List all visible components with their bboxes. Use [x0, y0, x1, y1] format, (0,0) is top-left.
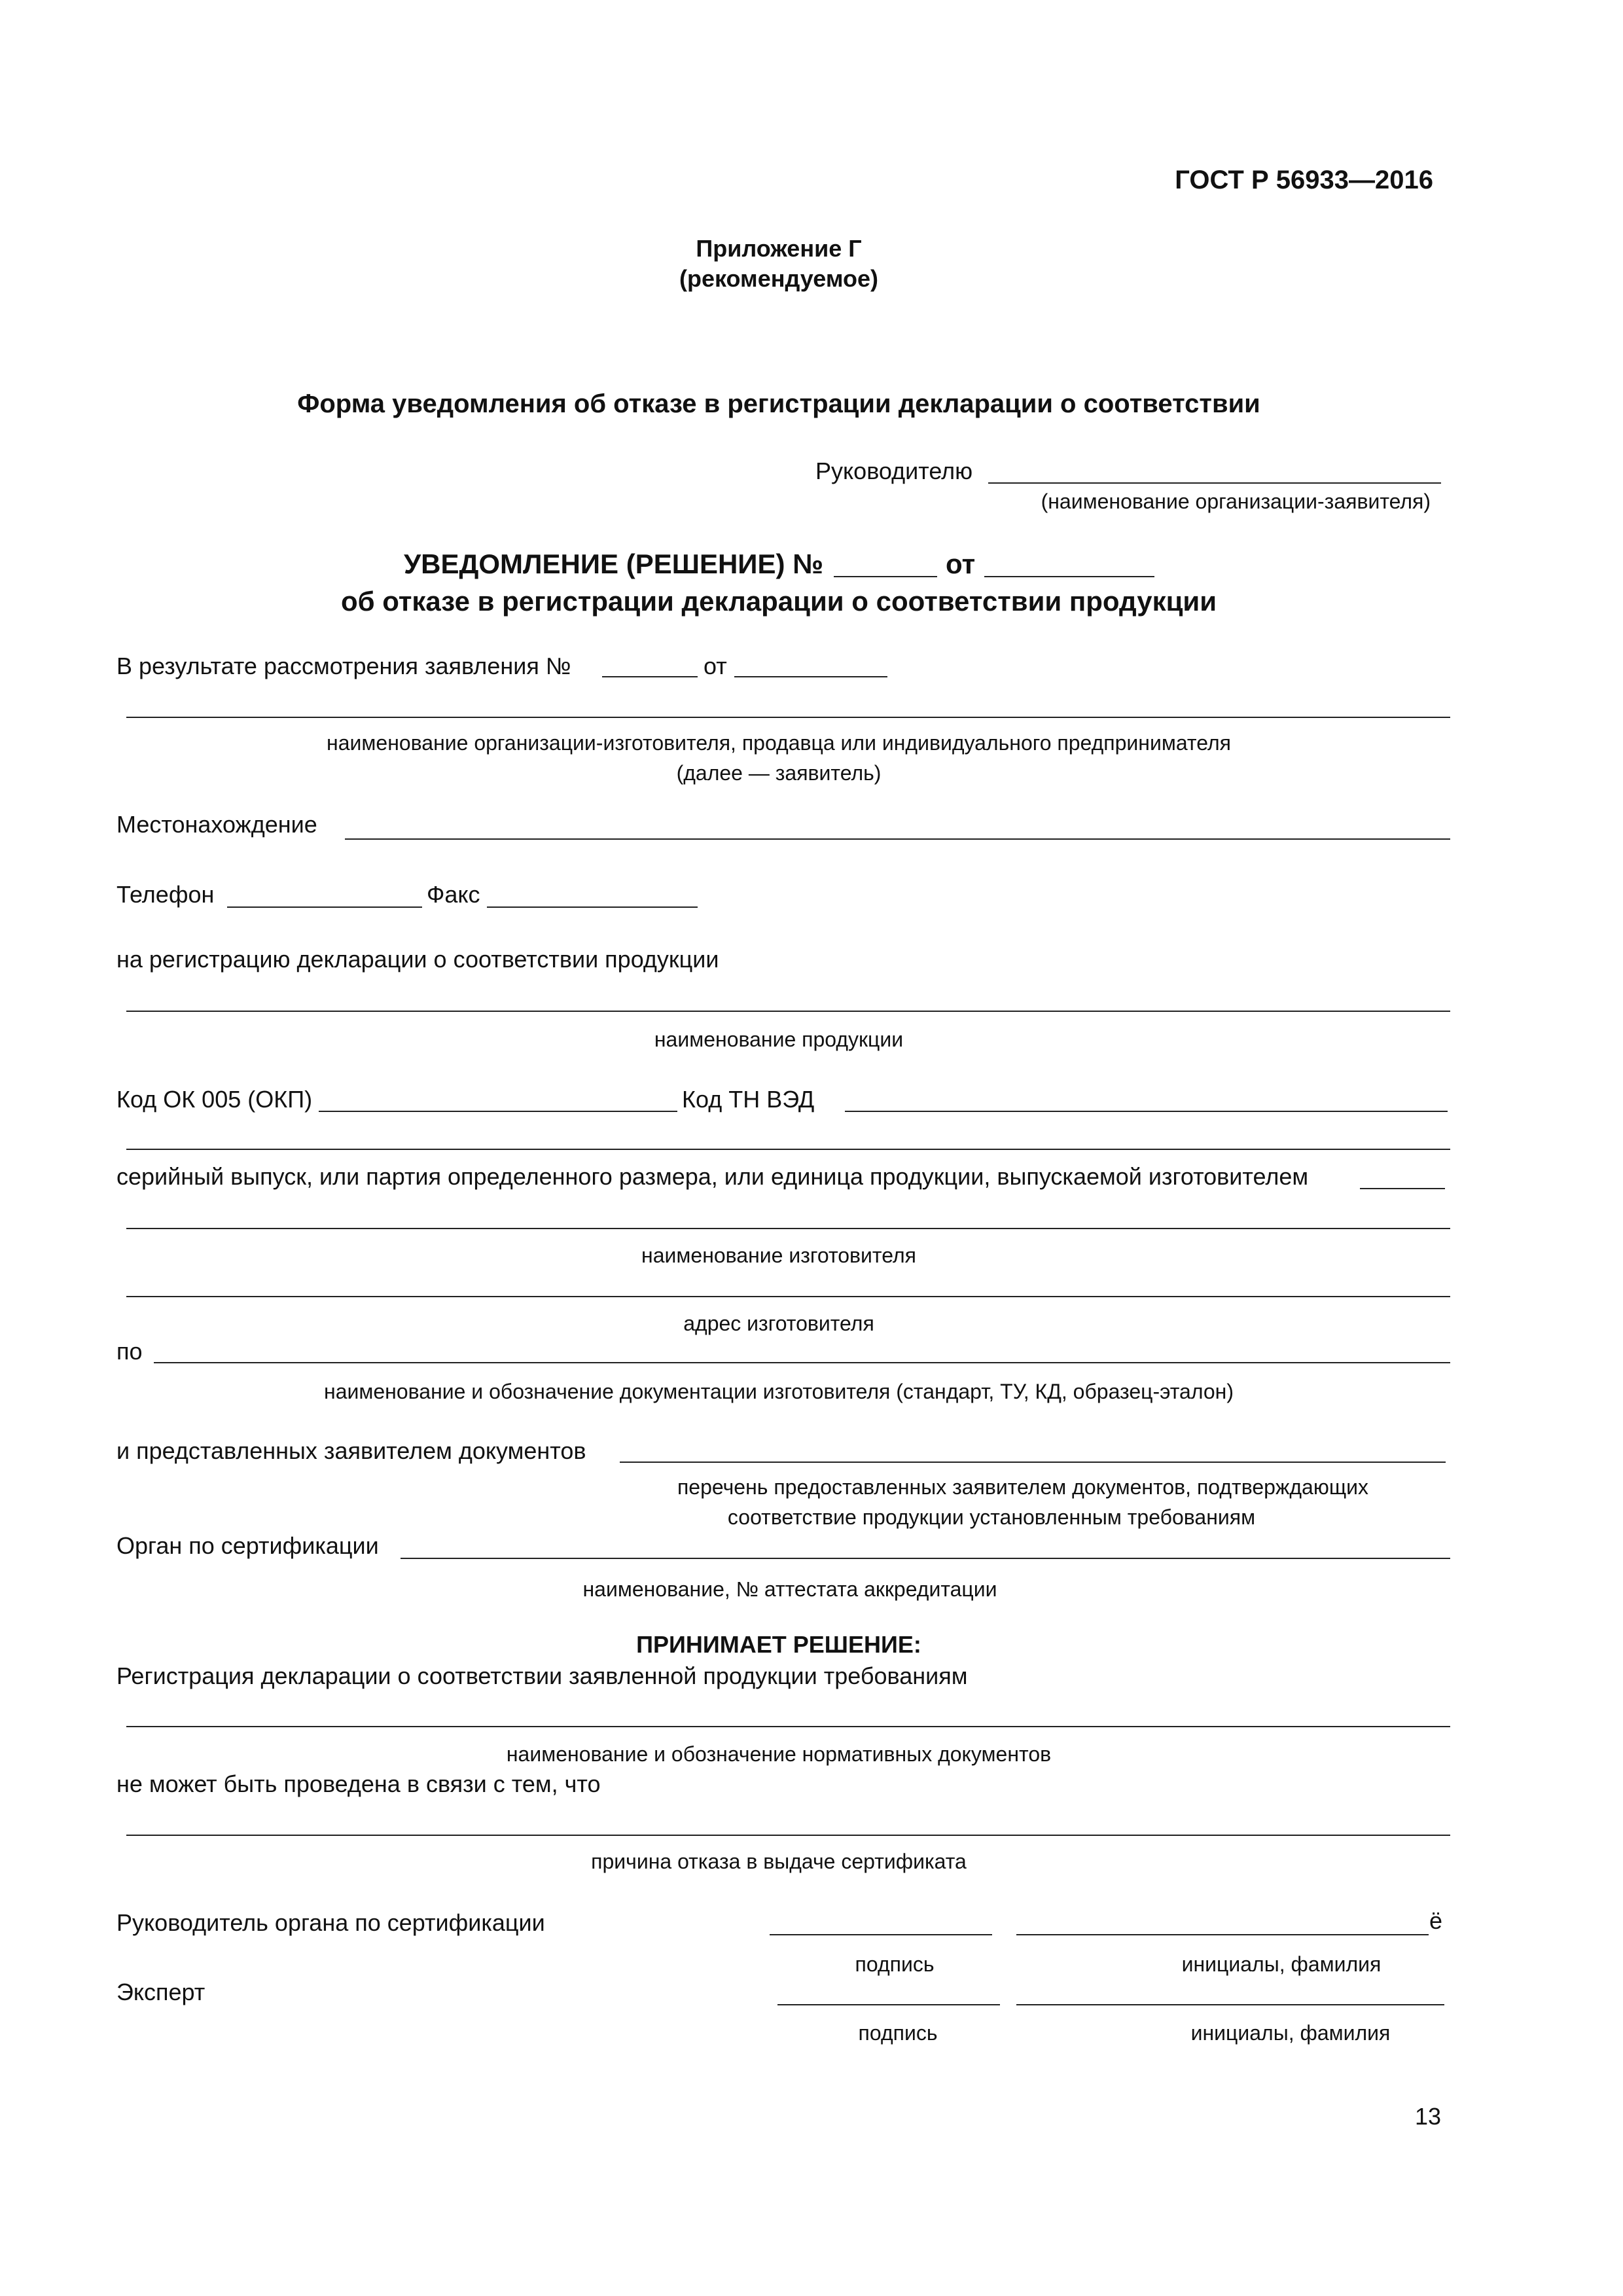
- expert-signature-field[interactable]: [777, 2004, 1000, 2005]
- location-field[interactable]: [345, 838, 1450, 840]
- fax-field[interactable]: [487, 906, 698, 908]
- fax-label: Факс: [427, 881, 480, 908]
- manufacturer-address-caption: адрес изготовителя: [683, 1312, 874, 1335]
- okp-code-field[interactable]: [319, 1111, 677, 1112]
- norm-docs-field[interactable]: [126, 1726, 1450, 1727]
- head-name-caption: инициалы, фамилия: [1181, 1952, 1382, 1976]
- head-signature-caption: подпись: [855, 1952, 935, 1976]
- head-mark: ё: [1429, 1907, 1443, 1934]
- reason-caption: причина отказа в выдаче сертификата: [591, 1850, 967, 1873]
- submitted-field[interactable]: [620, 1462, 1446, 1463]
- registration-text: на регистрацию декларации о соответствии продукции: [116, 946, 719, 973]
- expert-signature-caption: подпись: [858, 2021, 938, 2045]
- cert-body-caption: наименование, № аттестата аккредитации: [582, 1577, 997, 1601]
- decision-cannot: не может быть проведена в связи с тем, что: [116, 1770, 601, 1797]
- notice-line2: об отказе в регистрации декларации о соответствии продукции: [340, 586, 1217, 617]
- manufacturer-name-caption: наименование изготовителя: [641, 1244, 916, 1267]
- application-from: от: [704, 653, 727, 679]
- expert-label: Эксперт: [116, 1979, 205, 2005]
- manufacturer-name-field[interactable]: [126, 1228, 1450, 1229]
- addressee-field-2[interactable]: [1207, 482, 1441, 484]
- reason-field[interactable]: [126, 1835, 1450, 1836]
- decision-heading: ПРИНИМАЕТ РЕШЕНИЕ:: [636, 1631, 921, 1658]
- notice-line1-prefix: УВЕДОМЛЕНИЕ (РЕШЕНИЕ) №: [404, 548, 823, 579]
- expert-name-field[interactable]: [1016, 2004, 1444, 2005]
- appendix-status: (рекомендуемое): [679, 265, 878, 292]
- submitted-label: и представленных заявителем документов: [116, 1437, 586, 1464]
- manufacturer-address-field[interactable]: [126, 1296, 1450, 1297]
- addressee-caption: (наименование организации-заявителя): [1041, 490, 1431, 513]
- page-number: 13: [1414, 2103, 1441, 2130]
- addressee-label: Руководителю: [815, 457, 973, 484]
- codes-extra-field[interactable]: [126, 1149, 1450, 1150]
- head-signature-field[interactable]: [770, 1934, 992, 1935]
- notice-date-field[interactable]: [984, 576, 1154, 577]
- tnved-code-field[interactable]: [845, 1111, 1448, 1112]
- decision-text: Регистрация декларации о соответствии заявленной продукции требованиям: [116, 1662, 968, 1689]
- cert-body-label: Орган по сертификации: [116, 1532, 379, 1559]
- head-label: Руководитель органа по сертификации: [116, 1909, 545, 1936]
- release-field[interactable]: [1360, 1188, 1445, 1189]
- release-text: серийный выпуск, или партия определенного размера, или единица продукции, выпускаемой изготовителем: [116, 1163, 1309, 1190]
- documentation-label: по: [116, 1338, 143, 1365]
- documentation-field[interactable]: [154, 1362, 1450, 1363]
- standard-number: ГОСТ Р 56933—2016: [1175, 166, 1433, 194]
- tnved-code-label: Код ТН ВЭД: [682, 1086, 815, 1113]
- cert-body-field[interactable]: [401, 1558, 1450, 1559]
- form-title: Форма уведомления об отказе в регистрации декларации о соответствии: [297, 389, 1260, 418]
- phone-field[interactable]: [227, 906, 422, 908]
- documentation-caption: наименование и обозначение документации изготовителя (стандарт, ТУ, КД, образец-эталон): [324, 1380, 1234, 1403]
- notice-number-field[interactable]: [834, 576, 937, 577]
- norm-docs-caption: наименование и обозначение нормативных документов: [506, 1742, 1052, 1766]
- applicant-caption-2: (далее — заявитель): [676, 761, 882, 785]
- application-label: В результате рассмотрения заявления №: [116, 653, 571, 679]
- product-field[interactable]: [126, 1011, 1450, 1012]
- application-date-field[interactable]: [734, 676, 887, 677]
- expert-name-caption: инициалы, фамилия: [1190, 2021, 1391, 2045]
- product-caption: наименование продукции: [654, 1028, 904, 1051]
- okp-code-label: Код ОК 005 (ОКП): [116, 1086, 313, 1113]
- notice-line1-from: от: [946, 548, 976, 579]
- application-number-field[interactable]: [602, 676, 698, 677]
- head-name-field[interactable]: [1016, 1934, 1429, 1935]
- applicant-field[interactable]: [126, 717, 1450, 718]
- appendix-title: Приложение Г: [696, 235, 862, 262]
- addressee-field-1[interactable]: [988, 482, 1207, 484]
- submitted-caption-1: перечень предоставленных заявителем документов, подтверждающих: [677, 1475, 1369, 1499]
- applicant-caption-1: наименование организации-изготовителя, продавца или индивидуального предпринимателя: [327, 731, 1231, 755]
- submitted-caption-2: соответствие продукции установленным требованиям: [727, 1505, 1256, 1529]
- location-label: Местонахождение: [116, 811, 317, 838]
- phone-label: Телефон: [116, 881, 215, 908]
